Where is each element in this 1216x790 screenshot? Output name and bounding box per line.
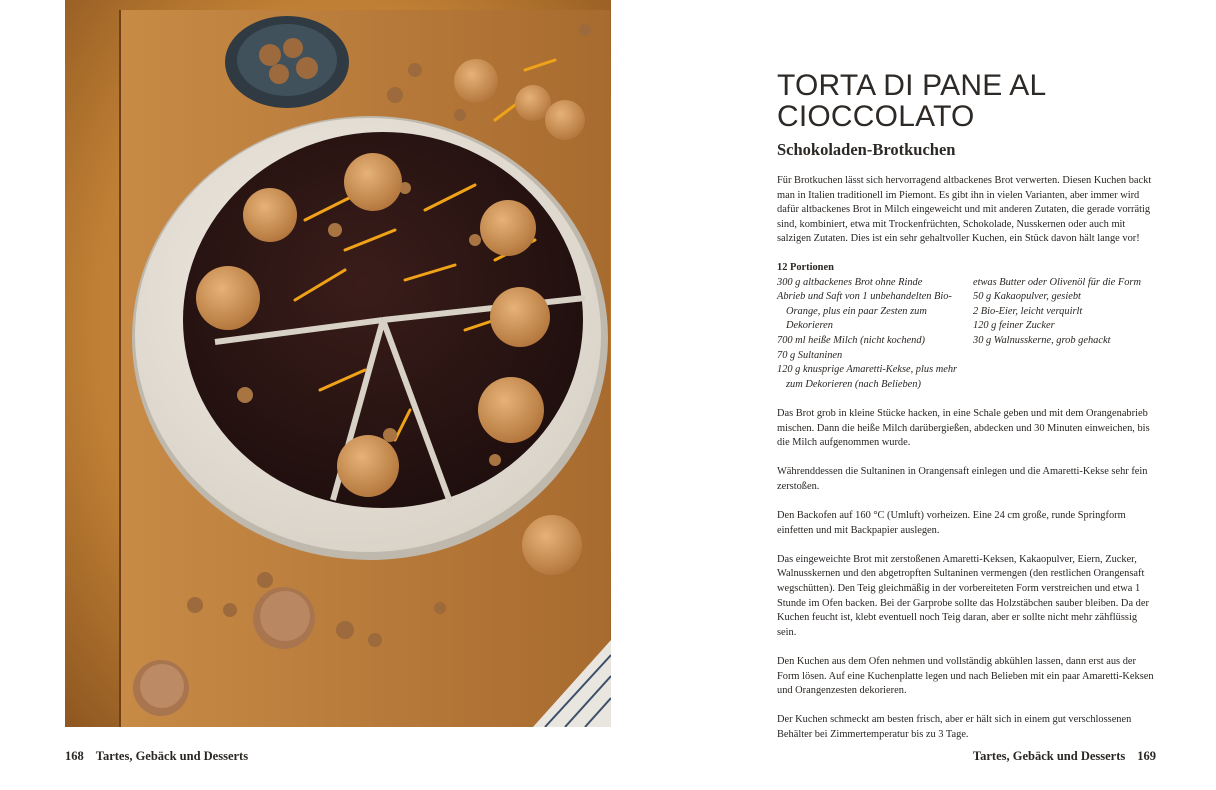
page-footer-right bbox=[973, 748, 1156, 764]
recipe-title bbox=[777, 70, 1157, 132]
recipe-subtitle: Schokoladen-Brotkuchen bbox=[777, 140, 956, 159]
ingredient: 120 g feiner Zucker bbox=[973, 320, 1055, 332]
ingredient: 700 ml heiße Milch (nicht kochend) bbox=[777, 334, 926, 346]
cake-photo bbox=[65, 0, 611, 727]
ingredient: 50 g Kakaopulver, gesiebt bbox=[973, 291, 1081, 303]
ingredient: 120 g knusprige Amaretti-Kekse, plus mehr zum Dekorieren (nach Belieben) bbox=[777, 364, 958, 390]
page-number-right: 169 bbox=[1137, 749, 1156, 763]
recipe-title-line-2: CIOCCOLATO bbox=[777, 100, 975, 133]
page-number-left: 168 bbox=[65, 749, 84, 763]
ingredients bbox=[777, 276, 1157, 393]
ingredient: etwas Butter oder Olivenöl für die Form bbox=[973, 276, 1141, 288]
recipe-step: Der Kuchen schmeckt am besten frisch, aber er hält sich in einem gut verschlossenen Behälter bei Zimmertemperatur bis zu 3 Tage. bbox=[777, 714, 1132, 740]
ingredient: 70 g Sultaninen bbox=[777, 349, 843, 361]
recipe-title-line-1: TORTA DI PANE AL bbox=[777, 69, 1047, 102]
recipe-intro: Für Brotkuchen lässt sich hervorragend altbackenes Brot verwerten. Diesen Kuchen backt man in Italien traditionell im Piemont. Es gibt ihn in vielen Varianten, aber immer wird dafür altbackenes Brot in Milch eingeweicht und mit anderen Zutaten, die gerade vorrätig sind, kombiniert, etwa mit Trockenfrüchten, Schokolade, Nusskernen oder auch mit salzigen Zutaten. Dies ist ein sehr gehaltvoller Kuchen, ein Stück davon hält lange vor! bbox=[777, 175, 1152, 245]
ingredient: 30 g Walnusskerne, grob gehackt bbox=[973, 334, 1111, 346]
servings: 12 Portionen bbox=[777, 261, 834, 273]
ingredient: 300 g altbackenes Brot ohne Rinde bbox=[777, 276, 923, 288]
recipe-steps bbox=[777, 407, 1157, 743]
recipe-step: Das eingeweichte Brot mit zerstoßenen Amaretti-Keksen, Kakaopulver, Eiern, Zucker, Walnusskernen und den abgetropften Sultaninen vermengen (den restlichen Orangensaft wegschütten). Den Teig gleichmäßig in der vorbereiteten Form verstreichen und etwa 1 Stunde im Ofen backen. Bei der Garprobe sollte das Holzstäbchen sauber bleiben. Da der Kuchen feucht ist, klebt eventuell noch Teig daran, aber er sollte nicht mehr zähflüssig sein. bbox=[777, 553, 1149, 638]
page-footer-left bbox=[65, 748, 248, 764]
recipe-step: Den Backofen auf 160 °C (Umluft) vorheizen. Eine 24 cm große, runde Springform einfetten und mit Backpapier auslegen. bbox=[777, 510, 1126, 536]
section-title-left: Tartes, Gebäck und Desserts bbox=[95, 749, 249, 763]
ingredients-column-2 bbox=[973, 276, 1157, 393]
recipe-step: Währenddessen die Sultaninen in Orangensaft einlegen und die Amaretti-Kekse sehr fein zerstoßen. bbox=[777, 466, 1148, 492]
recipe-step: Das Brot grob in kleine Stücke hacken, in eine Schale geben und mit dem Orangenabrieb mischen. Dann die heiße Milch darübergießen, abdecken und 30 Minuten einweichen, bis die Milch aufgenommen wurde. bbox=[777, 407, 1150, 449]
section-title-right: Tartes, Gebäck und Desserts bbox=[972, 749, 1126, 763]
recipe-step: Den Kuchen aus dem Ofen nehmen und vollständig abkühlen lassen, dann erst aus der Form lösen. Auf eine Kuchenplatte legen und nach Belieben mit ein paar Amaretti-Keksen und Orangenzesten dekorieren. bbox=[777, 656, 1154, 697]
recipe bbox=[777, 70, 1157, 757]
ingredients-column-1 bbox=[777, 276, 973, 393]
ingredient: 2 Bio-Eier, leicht verquirlt bbox=[973, 305, 1083, 317]
ingredient: Abrieb und Saft von 1 unbehandelten Bio-Orange, plus ein paar Zesten zum Dekorieren bbox=[777, 291, 952, 332]
